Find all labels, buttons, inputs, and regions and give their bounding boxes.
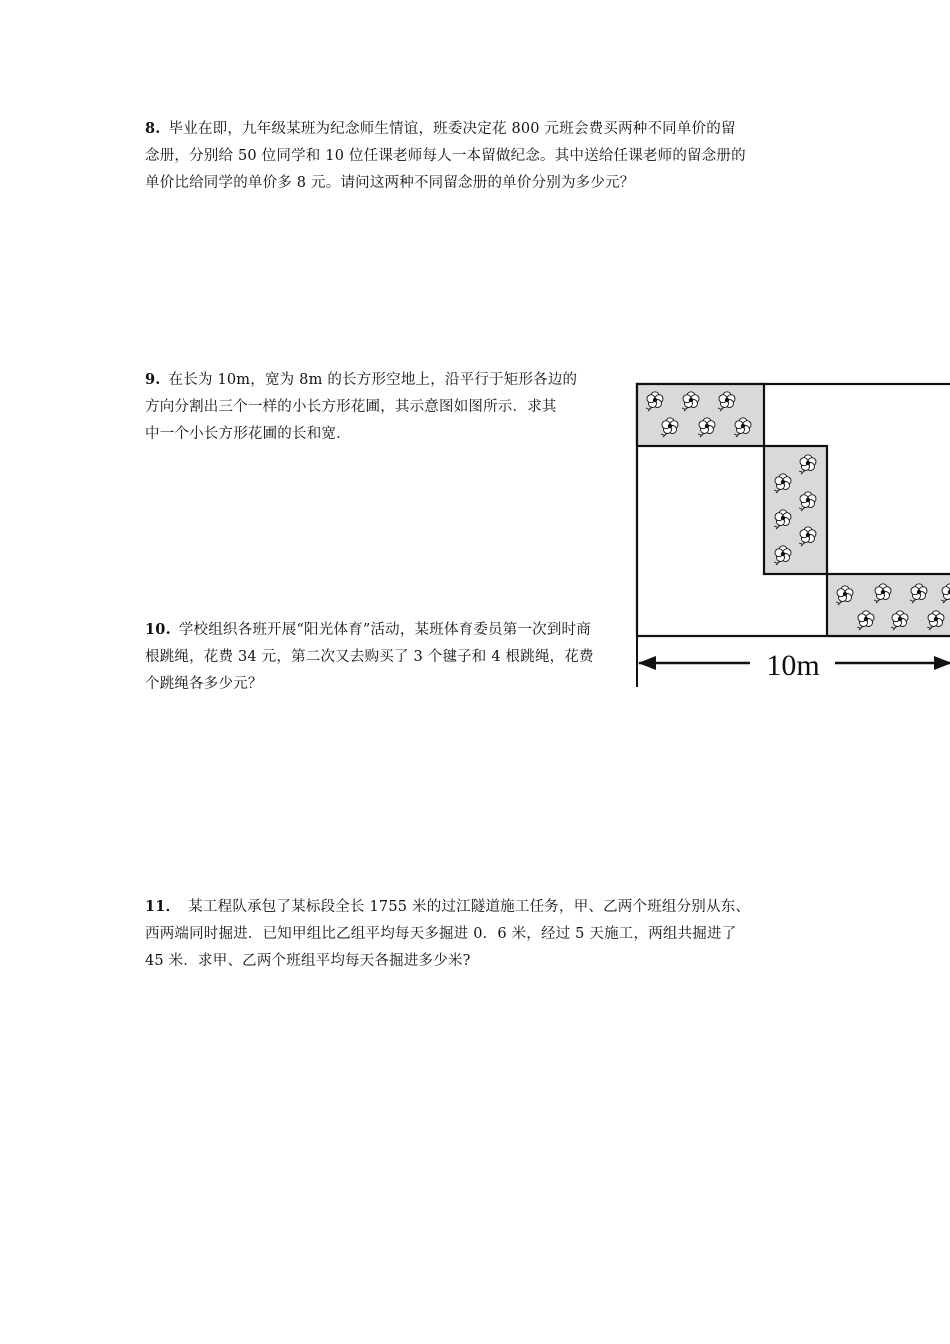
problem-8-line-3: 单价比给同学的单价多 8 元。请问这两种不同留念册的单价分别为多少元？ — [145, 175, 635, 191]
problem-8-number: 8. — [145, 120, 161, 137]
problem-9-line-1: 9. 在长为 10m，宽为 8m 的长方形空地上，沿平行于矩形各边的 — [145, 371, 578, 388]
problem-11-number: 11． — [145, 898, 181, 915]
dimension-arrowhead-right — [934, 656, 950, 670]
dimension-label: 10m — [766, 649, 820, 682]
problem-10-line-1: 10. 学校组织各班开展“阳光体育”活动，某班体育委员第一次到时商 — [145, 621, 591, 638]
problem-8-line-1: 8. 毕业在即，九年级某班为纪念师生情谊，班委决定花 800 元班会费买两种不同单价的留 — [145, 120, 736, 137]
problem-8 — [145, 115, 810, 197]
problem-8-line-2: 念册，分别给 50 位同学和 10 位任课老师每人一本留做纪念。其中送给任课老师的留念册的 — [145, 148, 746, 164]
problem-9-line-2: 方向分割出三个一样的小长方形花圃，其示意图如图所示．求其 — [145, 399, 557, 415]
problem-9-line-3: 中一个小长方形花圃的长和宽． — [145, 426, 351, 442]
problem-11-line-3: 45 米．求甲、乙两个班组平均每天各掘进多少米? — [145, 953, 471, 969]
problem-10-number: 10. — [145, 621, 171, 638]
problem-10-line-3: 个跳绳各多少元？ — [145, 676, 263, 692]
flower-bed-2 — [764, 446, 827, 574]
problem-11 — [145, 893, 810, 975]
problem-11-line-2: 西两端同时掘进．已知甲组比乙组平均每天多掘进 0．6 米，经过 5 天施工，两组共掘进了 — [145, 926, 737, 942]
problem-11-line-1: 11． 某工程队承包了某标段全长 1755 米的过江隧道施工任务，甲、乙两个班组分别从东、 — [145, 898, 751, 915]
flower-bed-3 — [827, 574, 950, 636]
problem-9 — [145, 366, 617, 448]
problem-10-line-2: 根跳绳，花费 34 元，第二次又去购买了 3 个毽子和 4 根跳绳，花费 — [145, 649, 594, 665]
garden-plot-figure — [630, 374, 950, 694]
garden-plot-diagram — [630, 374, 950, 694]
dimension-arrowhead-left — [638, 656, 656, 670]
problem-10 — [145, 616, 635, 698]
problem-9-number: 9. — [145, 371, 161, 388]
